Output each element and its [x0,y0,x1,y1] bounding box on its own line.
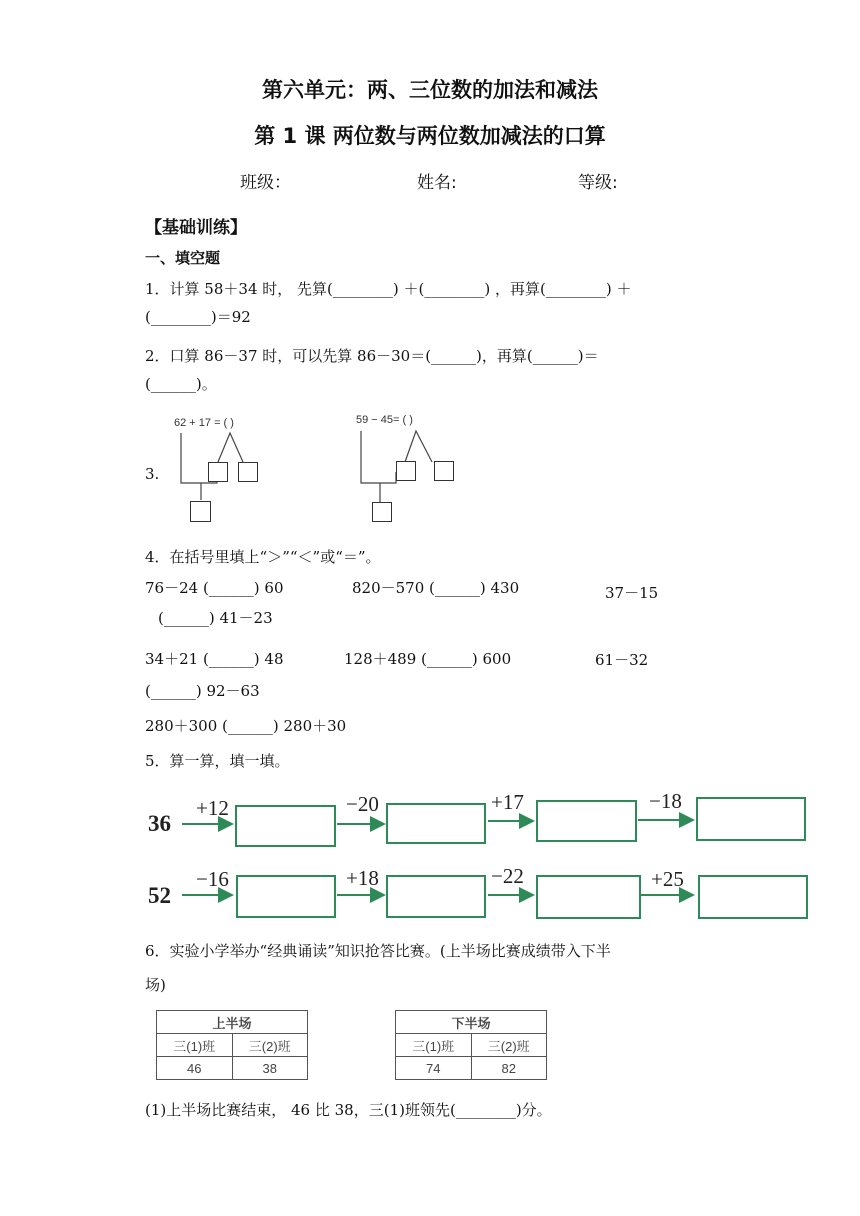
q4-item-2: 820－570 (______) 430 [352,579,520,597]
question-6-line1: 6．实验小学举办“经典诵读”知识抢答比赛。(上半场比赛成绩带入下半 [145,942,611,960]
question-4-title: 4．在括号里填上“＞”“＜”或“＝”。 [145,548,381,566]
q3-right-tens-box[interactable] [396,461,416,481]
question-2-line2: (______)。 [145,375,217,393]
question-6-line2: 场) [145,976,166,994]
table1-title: 上半场 [157,1011,308,1034]
chain-1-op-4: −18 [649,789,682,813]
table1-value-class1: 46 [157,1057,233,1080]
chain-1-answer-box-4[interactable] [696,797,806,841]
q3-left-tens-box[interactable] [208,462,228,482]
chain-2-answer-box-1[interactable] [236,875,336,918]
q4-item-1: 76－24 (______) 60 [145,579,284,597]
chain-2-op-4: +25 [651,867,684,891]
class-label: 班级： [240,173,291,193]
table1-header-class2: 三(2)班 [232,1034,308,1057]
chain-1-start: 36 [148,811,171,836]
chain-1-answer-box-3[interactable] [536,800,637,842]
q4-item-5: 128＋489 (______) 600 [344,650,512,668]
q3-right-expression: 59 − 45= ( ) [356,414,413,426]
q4-item-7: 280＋300 (______) 280＋30 [145,717,347,735]
table2-header-class2: 三(2)班 [471,1034,547,1057]
q4-item-6a: 61－32 [595,651,649,669]
first-half-score-table [156,1010,308,1080]
chain-1-answer-box-2[interactable] [386,803,486,844]
chain-1-answer-box-1[interactable] [235,805,336,847]
q4-item-6b: (______) 92－63 [145,682,260,700]
table2-header-class1: 三(1)班 [396,1034,472,1057]
name-label: 姓名: [417,173,457,193]
q4-item-3a: 37－15 [605,584,659,602]
chain-2-start: 52 [148,883,171,908]
lesson-title: 第 1 课 两位数与两位数加减法的口算 [254,124,606,148]
table1-header-class1: 三(1)班 [157,1034,233,1057]
question-3-label: 3. [145,465,160,483]
q4-item-3b: (______) 41－23 [158,609,273,627]
table2-title: 下半场 [396,1011,547,1034]
q3-left-expression: 62 + 17 = ( ) [174,417,234,429]
chain-2-op-2: +18 [346,866,379,890]
q3-left-result-box[interactable] [190,501,211,522]
chain-2-answer-box-4[interactable] [698,875,808,919]
table2-value-class1: 74 [396,1057,472,1080]
table1-value-class2: 38 [232,1057,308,1080]
q3-right-ones-box[interactable] [434,461,454,481]
question-6-sub1: (1)上半场比赛结束， 46 比 38，三(1)班领先(________)分。 [145,1101,552,1119]
question-5-title: 5．算一算，填一填。 [145,752,290,770]
chain-1-op-3: +17 [491,790,524,814]
grade-label: 等级: [578,173,618,193]
chain-2-op-3: −22 [491,864,524,888]
question-1-line2: (________)＝92 [145,308,251,326]
chain-2-op-1: −16 [196,867,229,891]
question-1-line1: 1．计算 58＋34 时， 先算(________) ＋(________) ，再算(________) ＋ [145,280,632,298]
q3-right-result-box[interactable] [372,502,392,522]
page-title: 第六单元：两、三位数的加法和减法 [262,78,598,102]
chain-1-op-2: −20 [346,792,379,816]
second-half-score-table [395,1010,547,1080]
part-heading: 一、填空题 [145,249,221,267]
question-2-line1: 2．口算 86－37 时，可以先算 86－30＝(______)，再算(______)＝ [145,347,599,365]
q4-item-4: 34＋21 (______) 48 [145,650,284,668]
section-heading: 【基础训练】 [145,218,247,238]
table2-value-class2: 82 [471,1057,547,1080]
q3-left-ones-box[interactable] [238,462,258,482]
chain-2-answer-box-3[interactable] [536,875,641,919]
chain-1-op-1: +12 [196,796,229,820]
chain-2-answer-box-2[interactable] [386,875,486,918]
